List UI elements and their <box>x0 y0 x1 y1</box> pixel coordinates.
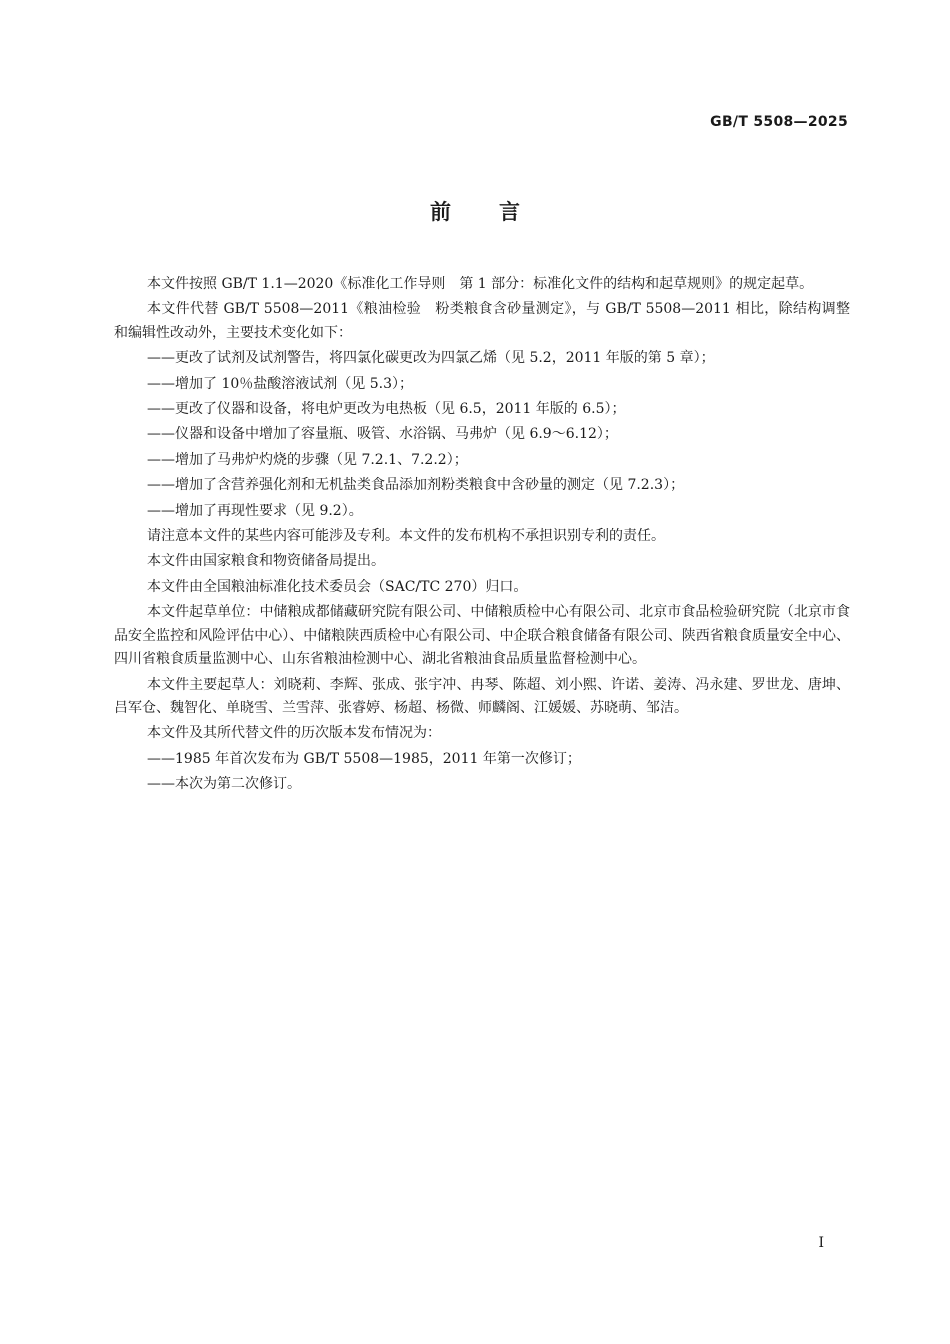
page-number: I <box>818 1235 824 1251</box>
paragraph-patent-notice: 请注意本文件的某些内容可能涉及专利。本文件的发布机构不承担识别专利的责任。 <box>147 528 665 545</box>
change-item: ——仪器和设备中增加了容量瓶、吸管、水浴锅、马弗炉（见 6.9～6.12）； <box>147 426 618 443</box>
change-item: ——增加了马弗炉灼烧的步骤（见 7.2.1、7.2.2）； <box>147 451 468 468</box>
paragraph-version-history: 本文件及其所代替文件的历次版本发布情况为： <box>147 725 441 742</box>
change-item: ——增加了再现性要求（见 9.2）。 <box>147 502 363 519</box>
change-item: ——更改了试剂及试剂警告，将四氯化碳更改为四氯乙烯（见 5.2，2011 年版的第 5 章）； <box>147 350 715 367</box>
change-item: ——增加了含营养强化剂和无机盐类食品添加剂粉类粮食中含砂量的测定（见 7.2.3）； <box>147 477 685 494</box>
paragraph-under-jurisdiction: 本文件由全国粮油标准化技术委员会（SAC/TC 270）归口。 <box>147 578 528 595</box>
paragraph-replaces: 本文件代替 GB/T 5508—2011《粮油检验 粉类粮食含砂量测定》，与 GB/T 5508—2011 相比，除结构调整和编辑性改动外，主要技术变化如下： <box>114 301 850 341</box>
change-item: ——更改了仪器和设备，将电炉更改为电热板（见 6.5，2011 年版的 6.5）； <box>147 401 626 418</box>
paragraph-proposed-by: 本文件由国家粮食和物资储备局提出。 <box>147 553 385 570</box>
history-item: ——本次为第二次修订。 <box>147 776 301 793</box>
change-item: ——增加了 10％盐酸溶液试剂（见 5.3）； <box>147 375 413 392</box>
paragraph-drafting-rules: 本文件按照 GB/T 1.1—2020《标准化工作导则 第 1 部分：标准化文件的结构和起草规则》的规定起草。 <box>147 276 814 292</box>
history-item: ——1985 年首次发布为 GB/T 5508—1985，2011 年第一次修订； <box>147 750 581 767</box>
page-title: 前言 <box>430 200 568 224</box>
standard-number: GB/T 5508—2025 <box>710 114 848 130</box>
paragraph-drafters: 本文件主要起草人：刘晓莉、李辉、张成、张宇冲、冉琴、陈超、刘小熙、许诺、姜涛、冯永建、罗世龙、唐坤、吕军仓、魏智化、单晓雪、兰雪萍、张睿婷、杨超、杨微、师麟阁、江媛媛、苏晓萌、邹洁。 <box>114 676 850 717</box>
paragraph-drafting-organizations: 本文件起草单位：中储粮成都储藏研究院有限公司、中储粮质检中心有限公司、北京市食品检验研究院（北京市食品安全监控和风险评估中心）、中储粮陕西质检中心有限公司、中企联合粮食储备有限公司、陕西省粮食质量安全中心、四川省粮食质量监测中心、山东省粮油检测中心、湖北省粮油食品质量监督检测中心。 <box>114 604 850 668</box>
document-body <box>114 273 850 799</box>
